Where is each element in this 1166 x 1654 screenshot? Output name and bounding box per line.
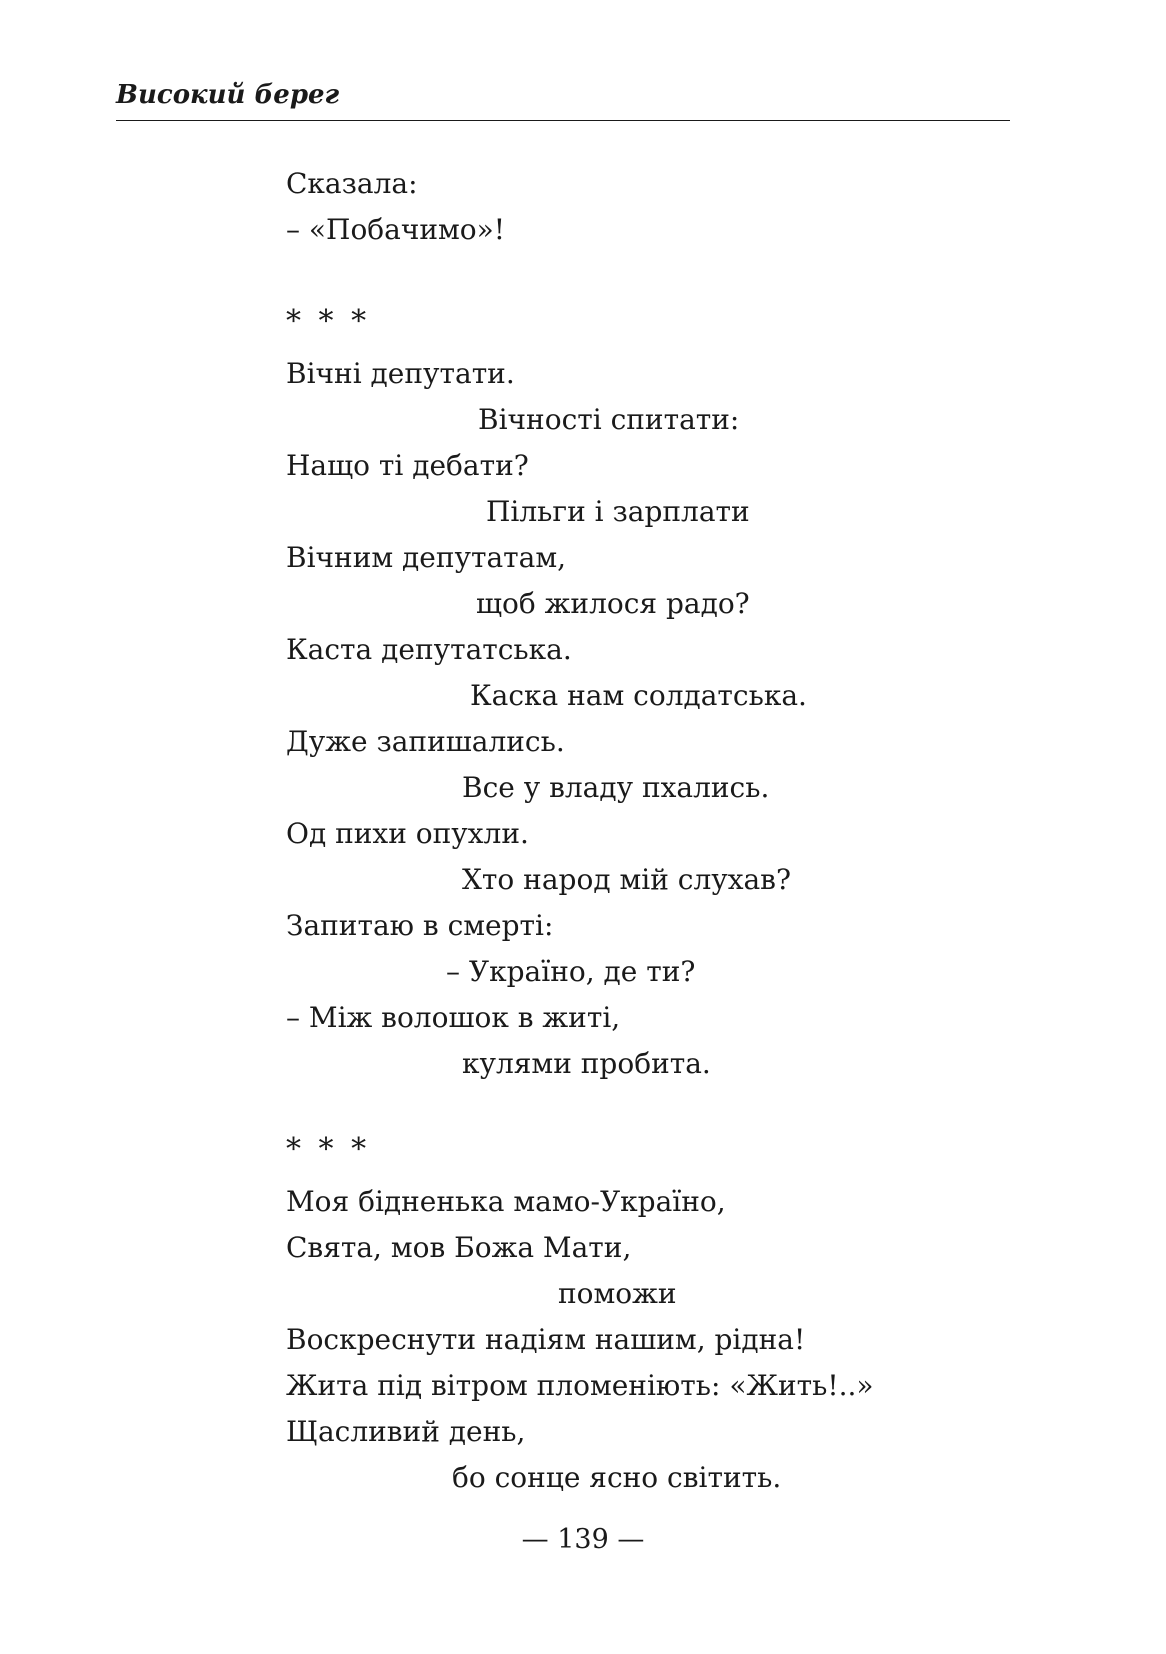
poem-line: бо сонце ясно світить. <box>452 1461 782 1494</box>
poem-line: Воскреснути надіям нашим, рідна! <box>286 1323 806 1356</box>
poem-line: Запитаю в смерті: <box>286 909 554 942</box>
poem-line: Все у владу пхались. <box>462 771 770 804</box>
poem-line: Каста депутатська. <box>286 633 572 666</box>
poem-line: поможи <box>558 1277 677 1310</box>
book-title: Високий берег <box>116 80 340 110</box>
poem-line: – Україно, де ти? <box>446 955 696 988</box>
poem-line: Моя бідненька мамо-Україно, <box>286 1185 726 1218</box>
poem-line: Вічним депутатам, <box>286 541 567 574</box>
poem-line: Пільги і зарплати <box>486 495 750 528</box>
poem-line: Вічні депутати. <box>286 357 515 390</box>
header-divider <box>116 120 1010 121</box>
poem-line: Свята, мов Божа Мати, <box>286 1231 632 1264</box>
poem-line: – «Побачимо»! <box>286 213 506 246</box>
page-number: — 139 — <box>521 1524 645 1555</box>
section-separator: * * * <box>286 304 371 339</box>
poem-line: Каска нам солдатська. <box>470 679 807 712</box>
poem-line: Жита під вітром пломеніють: «Жить!..» <box>286 1369 874 1402</box>
poem-line: Щасливий день, <box>286 1415 526 1448</box>
poem-line: Од пихи опухли. <box>286 817 529 850</box>
poem-line: Дуже запишались. <box>286 725 565 758</box>
poem-line: Вічності спитати: <box>478 403 740 436</box>
poem-line: кулями пробита. <box>462 1047 711 1080</box>
poem-line: Сказала: <box>286 167 418 200</box>
poem-line: – Між волошок в житі, <box>286 1001 621 1034</box>
poem-line: Нащо ті дебати? <box>286 449 529 482</box>
poem-line: Хто народ мій слухав? <box>462 863 791 896</box>
poem-line: щоб жилося радо? <box>476 587 750 620</box>
section-separator: * * * <box>286 1132 371 1167</box>
